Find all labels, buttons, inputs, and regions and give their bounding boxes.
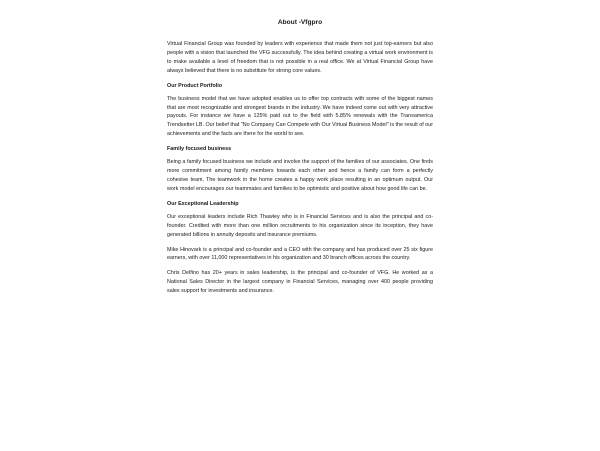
leadership-paragraph-thawley: Our exceptional leaders include Rich Thawley who is in Financial Services and is also the principal and co-founder. Credited with more than one million recruitments to his organization since its inception, they have generated billions in annuity deposits and insurance premiums.	[167, 213, 433, 238]
document-body	[167, 40, 433, 302]
product-portfolio-paragraph: The business model that we have adopted enables us to offer top contracts with some of the biggest names that are most recognizable and strongest brands in the industry. We have indeed come out with very attractive payouts. For instance we have a 125% paid out to the field with 5.85% renewals with the Transamerica Trendsetter LB. Our belief that "No Company Can Compete with Our Virtual Business Model" is the result of our achievements and the facts are there for the world to see.	[167, 95, 433, 138]
section-heading-leadership: Our Exceptional Leadership	[167, 200, 239, 207]
page-title: About -Vfgpro	[277, 19, 323, 26]
intro-paragraph: Virtual Financial Group was founded by leaders with experience that made them not just top-earners but also people with a vision that launched the VFG successfully. The idea behind creating a virtual work environment is to make available a level of freedom that is not possible in a real office. We at Virtual Financial Group have always believed that there is no substitute for strong core values.	[167, 41, 433, 74]
section-heading-family-business: Family focused business	[167, 146, 232, 153]
leadership-paragraph-hinovark: Mike Hinovark is a principal and co-founder and a CEO with the company and has produced over 25 six figure earners, with over 11,000 representatives in his organization and 30 branch offices across the country.	[167, 246, 433, 262]
family-business-paragraph: Being a family focused business we include and involve the support of the families of our associates. One finds more commitment among family members towards each other and hence a family can form a perfectly cohesive team. The teamwork in the home creates a happy work place resulting in an optimum output. Our work model encourages our teammates and families to be optimistic and positive about how good life can be.	[167, 159, 433, 192]
leadership-paragraph-delfino: Chris Delfino has 20+ years in sales leadership, is the principal and co-founder of VFG. He worked as a National Sales Director in the largest company in Financial Services, managing over 400 people providing sales support for investments and insurance.	[167, 270, 433, 295]
section-heading-product-portfolio: Our Product Portfolio	[167, 82, 223, 89]
